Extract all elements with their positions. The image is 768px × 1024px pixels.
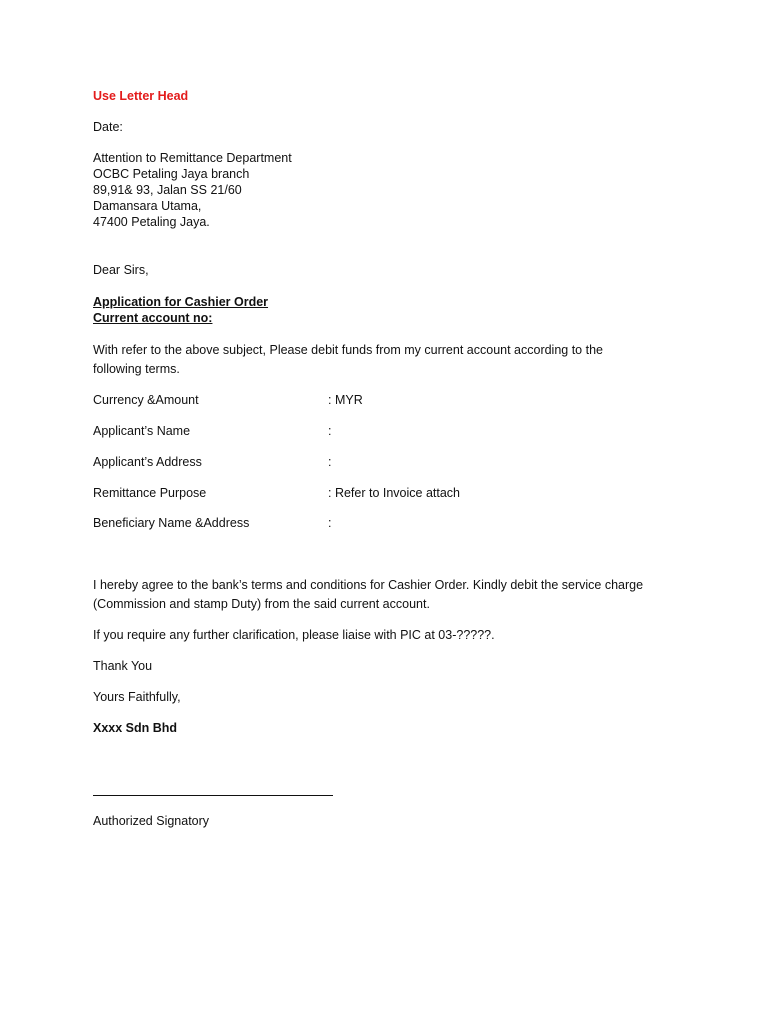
recipient-address-1: 89,91& 93, Jalan SS 21/60 [93,183,242,197]
field-label-beneficiary: Beneficiary Name &Address [93,516,250,530]
agreement-line-2: (Commission and stamp Duty) from the said current account. [93,597,430,611]
company-name: Xxxx Sdn Bhd [93,721,178,735]
intro-line-1: With refer to the above subject, Please debit funds from my current account according to the [93,343,603,357]
subject-line: Application for Cashier Order [93,295,269,309]
letterhead-note: Use Letter Head [93,89,189,103]
signatory-label: Authorized Signatory [93,814,210,828]
field-value-remittance-purpose: : Refer to Invoice attach [328,486,461,500]
field-value-applicant-name: : [328,424,332,438]
recipient-address-2: Damansara Utama, [93,199,202,213]
intro-line-2: following terms. [93,362,180,376]
salutation: Dear Sirs, [93,263,149,277]
account-label: Current account no: [93,311,213,325]
field-label-currency: Currency &Amount [93,393,199,407]
thanks-line: Thank You [93,659,153,673]
agreement-line-1: I hereby agree to the bank’s terms and conditions for Cashier Order. Kindly debit the service charge [93,578,644,592]
date-label: Date: [93,120,123,134]
field-label-applicant-address: Applicant’s Address [93,455,202,469]
signature-line [93,795,333,796]
field-label-applicant-name: Applicant’s Name [93,424,191,438]
field-value-beneficiary: : [328,516,332,530]
clarification-line: If you require any further clarification, please liaise with PIC at 03-?????. [93,628,495,642]
closing-line: Yours Faithfully, [93,690,181,704]
field-label-remittance-purpose: Remittance Purpose [93,486,207,500]
recipient-branch: OCBC Petaling Jaya branch [93,167,250,181]
field-value-currency: : MYR [328,393,363,407]
recipient-address-3: 47400 Petaling Jaya. [93,215,210,229]
field-value-applicant-address: : [328,455,332,469]
recipient-attention: Attention to Remittance Department [93,151,292,165]
